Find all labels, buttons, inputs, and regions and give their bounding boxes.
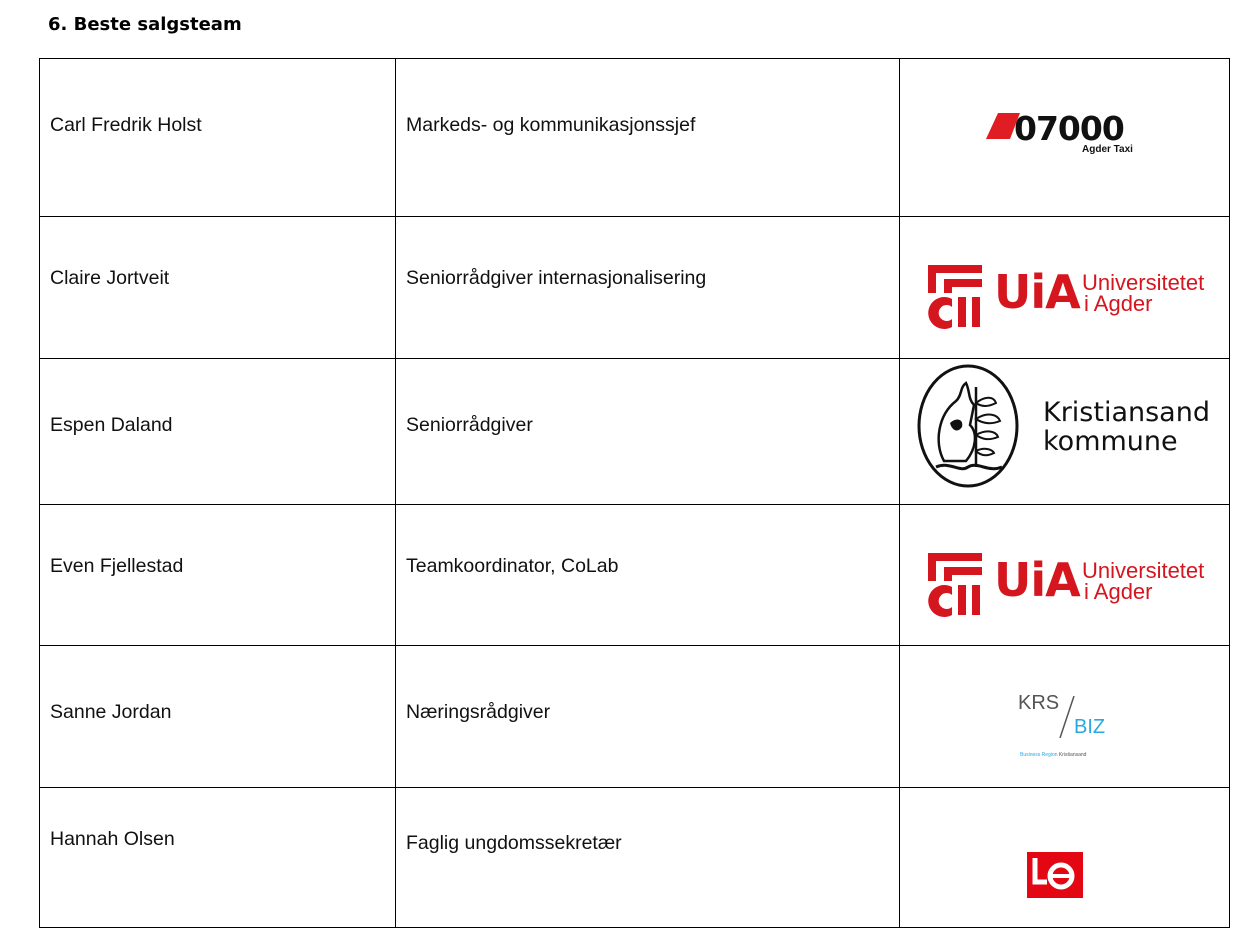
uia-abbreviation: UiA <box>994 265 1080 319</box>
logo-cell <box>900 359 1230 505</box>
kristiansand-seal-icon <box>916 363 1020 489</box>
krs-biz-tagline: Business Region Kristiansand <box>1020 752 1087 758</box>
uia-abbreviation: UiA <box>994 553 1080 607</box>
table-row <box>40 59 1230 217</box>
taxi-subtitle: Agder Taxi <box>1082 144 1133 155</box>
role-cell <box>396 359 900 505</box>
uia-logo <box>926 263 1216 333</box>
krs-biz-logo <box>1018 692 1138 772</box>
table-row <box>40 646 1230 788</box>
name-cell <box>40 59 396 217</box>
table-row <box>40 788 1230 928</box>
person-role: Seniorrådgiver internasjonalisering <box>406 267 707 289</box>
role-cell <box>396 217 900 359</box>
role-cell <box>396 646 900 788</box>
person-name: Even Fjellestad <box>50 555 184 577</box>
uia-name-line2: i Agder <box>1084 579 1153 604</box>
table-row <box>40 359 1230 505</box>
role-cell <box>396 788 900 928</box>
person-name: Sanne Jordan <box>50 701 172 723</box>
taxi-number: 07000 <box>1014 109 1124 148</box>
person-name: Carl Fredrik Holst <box>50 114 202 136</box>
logo-cell <box>900 646 1230 788</box>
person-role: Seniorrådgiver <box>406 414 533 436</box>
person-role: Faglig ungdomssekretær <box>406 832 622 854</box>
logo-cell <box>900 505 1230 646</box>
name-cell <box>40 359 396 505</box>
person-role: Teamkoordinator, CoLab <box>406 555 619 577</box>
role-cell <box>396 505 900 646</box>
krs-biz-bottom: BIZ <box>1074 716 1106 738</box>
kristiansand-line2: kommune <box>1043 426 1178 457</box>
name-cell <box>40 646 396 788</box>
table-row <box>40 505 1230 646</box>
kristiansand-line1: Kristiansand <box>1043 397 1210 428</box>
name-cell <box>40 788 396 928</box>
lo-logo <box>1027 852 1083 898</box>
logo-cell <box>900 217 1230 359</box>
table-row <box>40 217 1230 359</box>
logo-cell <box>900 788 1230 928</box>
person-name: Hannah Olsen <box>50 828 175 850</box>
name-cell <box>40 217 396 359</box>
role-cell <box>396 59 900 217</box>
person-role: Markeds- og kommunikasjonssjef <box>406 114 696 136</box>
section-title: 6. Beste salgsteam <box>48 14 242 35</box>
sales-team-table <box>39 58 1230 928</box>
name-cell <box>40 505 396 646</box>
uia-name-line1: Universitetet <box>1082 558 1205 583</box>
uia-name-line2: i Agder <box>1084 291 1153 316</box>
krs-biz-top: KRS <box>1018 692 1060 714</box>
uia-mark-icon <box>926 263 986 329</box>
logo-cell <box>900 59 1230 217</box>
uia-logo <box>926 551 1216 621</box>
person-name: Espen Daland <box>50 414 173 436</box>
kristiansand-kommune-logo <box>916 363 1226 493</box>
agder-taxi-logo <box>986 109 1146 159</box>
person-role: Næringsrådgiver <box>406 701 551 723</box>
uia-name-line1: Universitetet <box>1082 270 1205 295</box>
person-name: Claire Jortveit <box>50 267 170 289</box>
uia-mark-icon <box>926 551 986 617</box>
